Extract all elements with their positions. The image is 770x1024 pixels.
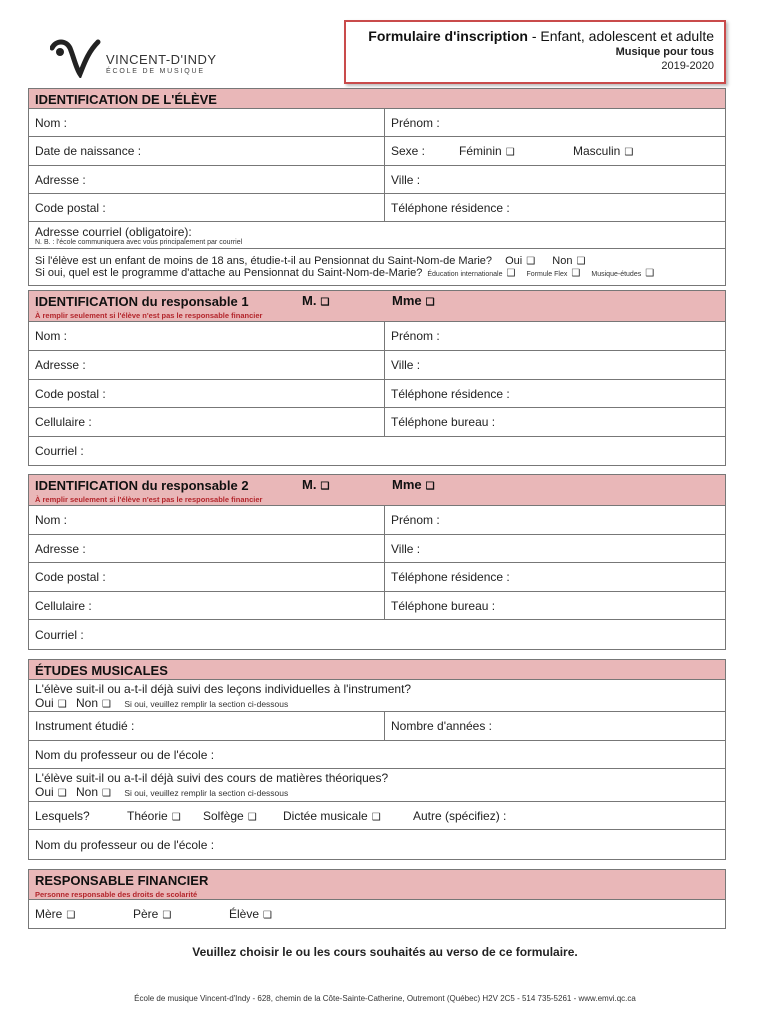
theory-checkbox[interactable]: Théorie ❑: [127, 808, 181, 823]
guardian1-mrs-checkbox[interactable]: Mme ❑: [392, 293, 435, 308]
guardian2-header: [29, 475, 725, 506]
address-row: [29, 166, 725, 194]
email-row: [29, 620, 725, 649]
pensionnat-yes-checkbox[interactable]: Oui ❑: [505, 255, 536, 267]
financial-note: Personne responsable des droits de scolarité: [35, 890, 198, 899]
email-field[interactable]: Courriel :: [35, 627, 84, 642]
email-field[interactable]: Adresse courriel (obligatoire): N. B. : l'école communiquera avec vous principalement par courriel: [35, 224, 243, 246]
section-title: IDENTIFICATION DE L'ÉLÈVE: [35, 92, 217, 107]
work-phone-field[interactable]: Téléphone bureau :: [391, 415, 496, 429]
which-label: Lesquels?: [35, 808, 90, 823]
last-name-field[interactable]: Nom :: [29, 506, 385, 534]
guardian2-note: À remplir seulement si l'élève n'est pas le responsable financier: [35, 495, 263, 504]
lessons-yes-checkbox[interactable]: Oui ❑: [35, 695, 67, 710]
financial-options-cell: [29, 900, 725, 928]
cell-work-row: [29, 408, 725, 437]
theory-yes-checkbox[interactable]: Oui ❑: [35, 785, 67, 799]
postal-phone-row: [29, 380, 725, 408]
guardian1-section: [28, 290, 726, 466]
guardian2-mr-checkbox[interactable]: M. ❑: [302, 477, 330, 492]
email-field[interactable]: Courriel :: [35, 444, 84, 458]
footer-address: École de musique Vincent-d'Indy - 628, chemin de la Côte-Sainte-Catherine, Outremont (Québec) H2V 2C5 - 514 735-5261 - www.emvi.qc.ca: [134, 994, 636, 1003]
theory-question-row: [29, 769, 725, 802]
guardian1-mr-checkbox[interactable]: M. ❑: [302, 293, 330, 308]
first-name-field[interactable]: Prénom :: [391, 115, 440, 130]
program-name: Musique pour tous: [615, 46, 714, 58]
teacher-row: [29, 741, 725, 769]
home-phone-field[interactable]: Téléphone résidence :: [391, 386, 510, 401]
dictation-checkbox[interactable]: Dictée musicale ❑: [283, 808, 381, 823]
address-row: [29, 535, 725, 563]
student-section-header: [29, 89, 725, 109]
guardian1-header: [29, 291, 725, 322]
theory-options: [35, 785, 288, 799]
logo-name: VINCENT-D'INDY: [106, 52, 217, 67]
lessons-question: L'élève suit-il ou a-t-il déjà suivi des leçons individuelles à l'instrument?: [35, 681, 412, 696]
theory-subjects-cell: [29, 802, 725, 829]
prog-option-flex[interactable]: Formule Flex ❑: [526, 268, 581, 279]
other-field[interactable]: Autre (spécifiez) :: [413, 808, 507, 823]
postal-phone-row: [29, 563, 725, 592]
years-field[interactable]: Nombre d'années :: [391, 719, 493, 733]
address-field[interactable]: Adresse :: [29, 535, 385, 562]
sex-field: Sexe : Féminin ❑ Masculin ❑: [391, 144, 634, 158]
work-phone-field[interactable]: Téléphone bureau :: [391, 598, 496, 613]
dob-field[interactable]: Date de naissance :: [29, 137, 385, 165]
female-checkbox[interactable]: Féminin ❑: [459, 144, 515, 158]
cell-phone-field[interactable]: Cellulaire :: [29, 408, 385, 436]
city-field[interactable]: Ville :: [391, 172, 421, 187]
section-title: IDENTIFICATION du responsable 2: [35, 478, 249, 493]
form-title-box: [344, 20, 726, 84]
section-title: IDENTIFICATION du responsable 1: [35, 294, 249, 309]
mother-checkbox[interactable]: Mère ❑: [35, 907, 76, 921]
theory-question-cell: [29, 769, 725, 801]
prog-option-intl[interactable]: Éducation internationale ❑: [427, 268, 516, 279]
male-checkbox[interactable]: Masculin ❑: [573, 144, 634, 158]
prog-option-musique[interactable]: Musique-études ❑: [591, 268, 655, 279]
address-field[interactable]: Adresse :: [29, 351, 385, 379]
city-field[interactable]: Ville :: [391, 358, 421, 372]
address-row: [29, 351, 725, 380]
email-row: [29, 222, 725, 249]
name-row: [29, 109, 725, 137]
teacher2-row: [29, 830, 725, 859]
home-phone-field[interactable]: Téléphone résidence :: [391, 200, 510, 215]
pensionnat-no-checkbox[interactable]: Non ❑: [552, 255, 586, 267]
lessons-options: [35, 696, 288, 710]
logo-subtitle: ÉCOLE DE MUSIQUE: [106, 68, 205, 75]
guardian1-note: À remplir seulement si l'élève n'est pas le responsable financier: [35, 311, 263, 320]
postal-code-field[interactable]: Code postal :: [29, 194, 385, 221]
theory-question: L'élève suit-il ou a-t-il déjà suivi des cours de matières théoriques?: [35, 771, 389, 785]
instrument-row: [29, 712, 725, 741]
city-field[interactable]: Ville :: [391, 541, 421, 556]
programme-question: Si oui, quel est le programme d'attache au Pensionnat du Saint-Nom-de-Marie? Éducation internationale ❑ Formule Flex ❑ Musique-études ❑: [35, 267, 655, 279]
theory-no-checkbox[interactable]: Non ❑: [76, 785, 111, 799]
email-row: [29, 437, 725, 465]
theory-subjects-row: [29, 802, 725, 830]
address-field[interactable]: Adresse :: [29, 166, 385, 193]
school-year: 2019-2020: [661, 60, 714, 72]
cell-phone-field[interactable]: Cellulaire :: [29, 592, 385, 619]
logo-v-icon: [50, 38, 102, 78]
last-name-field[interactable]: Nom :: [29, 109, 385, 136]
financial-header: [29, 870, 725, 900]
postal-code-field[interactable]: Code postal :: [29, 380, 385, 407]
lessons-note: Si oui, veuillez remplir la section ci-dessous: [124, 698, 289, 709]
guardian2-section: [28, 474, 726, 650]
lessons-no-checkbox[interactable]: Non ❑: [76, 695, 111, 710]
school-logo: [50, 38, 230, 78]
postal-phone-row: [29, 194, 725, 222]
theory-note: Si oui, veuillez remplir la section ci-dessous: [124, 788, 289, 798]
father-checkbox[interactable]: Père ❑: [133, 907, 172, 921]
dob-sex-row: [29, 137, 725, 166]
pensionnat-question: Si l'élève est un enfant de moins de 18 ans, étudie-t-il au Pensionnat du Saint-Nom-de Marie? Oui ❑ Non ❑: [35, 255, 586, 267]
lessons-question-cell: [29, 680, 725, 711]
first-name-field[interactable]: Prénom :: [391, 513, 440, 527]
verso-instruction: Veuillez choisir le ou les cours souhaités au verso de ce formulaire.: [192, 945, 578, 959]
name-row: [29, 506, 725, 535]
home-phone-field[interactable]: Téléphone résidence :: [391, 570, 510, 584]
cell-work-row: [29, 592, 725, 620]
teacher2-field[interactable]: Nom du professeur ou de l'école :: [35, 837, 215, 852]
financial-section: [28, 869, 726, 929]
financial-options-row: [29, 900, 725, 928]
student-section: [28, 88, 726, 286]
pensionnat-cell: [29, 249, 725, 285]
postal-code-field[interactable]: Code postal :: [29, 563, 385, 591]
student-checkbox[interactable]: Élève ❑: [229, 907, 272, 921]
teacher-field[interactable]: Nom du professeur ou de l'école :: [35, 747, 215, 762]
first-name-field[interactable]: Prénom :: [391, 329, 440, 343]
lessons-question-row: [29, 680, 725, 712]
section-title: RESPONSABLE FINANCIER: [35, 873, 209, 888]
form-title: Formulaire d'inscription - Enfant, adolescent et adulte: [368, 28, 714, 44]
section-title: ÉTUDES MUSICALES: [35, 663, 168, 678]
last-name-field[interactable]: Nom :: [29, 322, 385, 350]
email-note: N. B. : l'école communiquera avec vous principalement par courriel: [35, 238, 243, 246]
solfege-checkbox[interactable]: Solfège ❑: [203, 808, 257, 823]
pensionnat-row: [29, 249, 725, 285]
music-studies-section: [28, 659, 726, 860]
guardian2-mrs-checkbox[interactable]: Mme ❑: [392, 477, 435, 492]
name-row: [29, 322, 725, 351]
instrument-field[interactable]: Instrument étudié :: [29, 712, 385, 740]
music-studies-header: [29, 660, 725, 680]
